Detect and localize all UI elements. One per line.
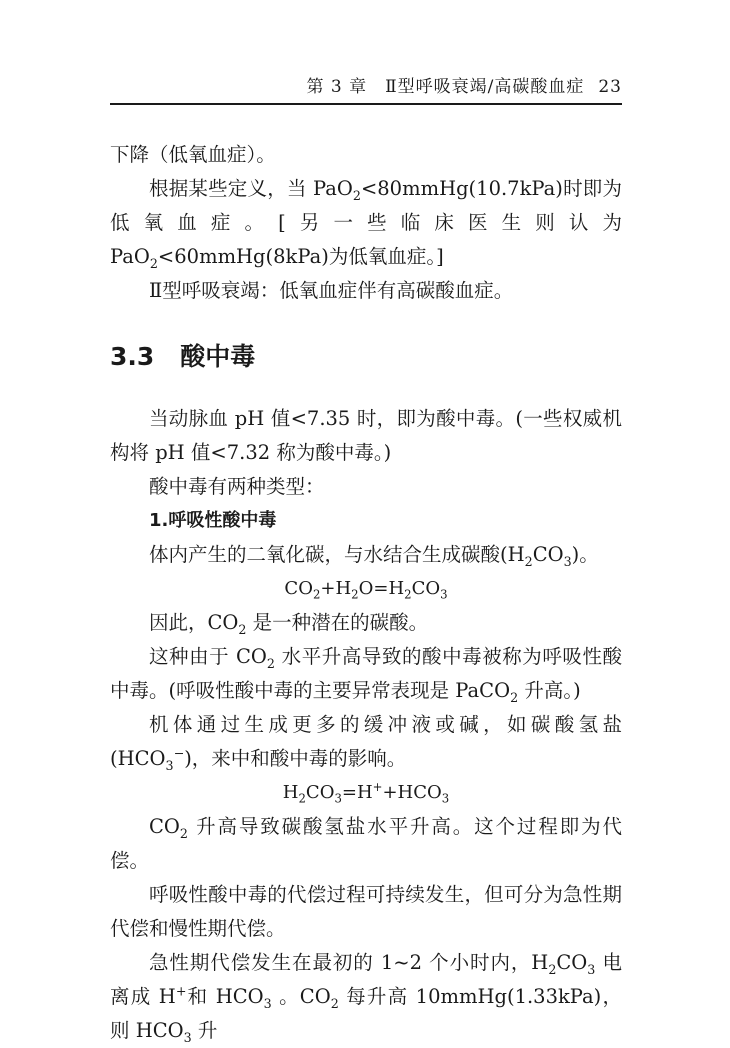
paragraph: 根据某些定义，当 PaO$_2$<80mmHg(10.7kPa)时即为低氧血症。[另一些临床医生则认为 PaO$_2$<60mmHg(8kPa)为低氧血症。] (110, 177, 622, 271)
chapter-title: 第 3 章 Ⅱ型呼吸衰竭/高碳酸血症 (306, 77, 585, 97)
section-number: 3.3 (110, 342, 155, 371)
paragraph: 下降（低氧血症）。 (110, 143, 276, 166)
section-heading (110, 338, 622, 376)
equation: $CO_2+H_2O=H_2CO_3$ (284, 578, 448, 602)
subsection-heading: 1.呼吸性酸中毒 (149, 510, 277, 531)
paragraph: Ⅱ型呼吸衰竭：低氧血症伴有高碳酸血症。 (149, 279, 514, 302)
paragraph: $CO_2$ 升高导致碳酸氢盐水平升高。这个过程即为代偿。 (110, 815, 622, 872)
header-rule (110, 103, 622, 105)
paragraph: 急性期代偿发生在最初的 1~2 个小时内，$H_2CO_3$ 电离成 H+和 $HCO_3$ 。$CO_2$ 每升高 10mmHg(1.33kPa)，则 $HCO_3$ 升 (110, 951, 622, 1045)
paragraph: 因此，$CO_2$ 是一种潜在的碳酸。 (149, 611, 429, 637)
paragraph: 这种由于 $CO_2$ 水平升高导致的酸中毒被称为呼吸性酸中毒。(呼吸性酸中毒的主要异常表现是 PaCO$_2$ 升高。) (110, 645, 623, 705)
paragraph: 酸中毒有两种类型： (149, 475, 325, 498)
running-header (110, 72, 622, 100)
equation: $H_2CO_3=H^++HCO_3$ (282, 780, 450, 806)
paragraph: 当动脉血 pH 值<7.35 时，即为酸中毒。(一些权威机构将 pH 值<7.32 称为酸中毒。) (110, 407, 622, 464)
paragraph: 体内产生的二氧化碳，与水结合生成碳酸$(H_2CO_3)$。 (149, 543, 599, 569)
paragraph: 机体通过生成更多的缓冲液或碱，如碳酸氢盐$(HCO_3^-)$，来中和酸中毒的影响。 (110, 713, 622, 773)
section-title: 酸中毒 (180, 342, 256, 371)
page-body (110, 138, 622, 1048)
paragraph: 呼吸性酸中毒的代偿过程可持续发生，但可分为急性期代偿和慢性期代偿。 (110, 883, 622, 940)
page-number: 23 (598, 77, 622, 97)
